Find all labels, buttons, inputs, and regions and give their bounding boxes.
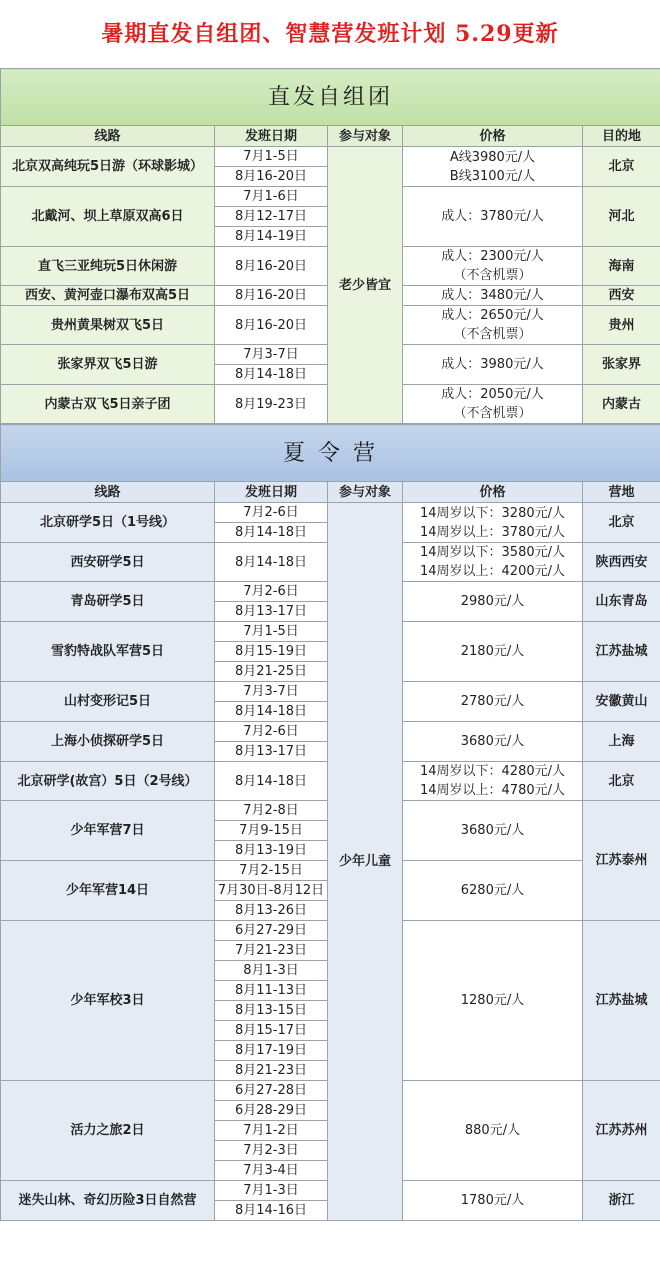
price-cell — [403, 286, 583, 306]
departure-date: 8月19-23日 — [215, 385, 328, 424]
price-cell — [403, 1081, 583, 1181]
price-cell — [403, 682, 583, 722]
price-line: 880元/人 — [464, 1123, 521, 1138]
departure-date: 8月14-16日 — [215, 1201, 328, 1221]
departure-date: 7月3-4日 — [215, 1161, 328, 1181]
departure-date: 8月13-17日 — [215, 742, 328, 762]
departure-date: 8月15-19日 — [215, 642, 328, 662]
price-cell — [403, 582, 583, 622]
departure-date: 6月28-29日 — [215, 1101, 328, 1121]
price-line: 6280元/人 — [460, 883, 525, 898]
price-line: （不含机票） — [453, 268, 532, 283]
departure-date: 7月2-15日 — [215, 861, 328, 881]
departure-date: 7月2-8日 — [215, 801, 328, 821]
route-name: 上海小侦探研学5日 — [1, 722, 215, 762]
route-name: 西安研学5日 — [1, 543, 215, 582]
summer-camp-table — [0, 424, 660, 1221]
price-line: （不含机票） — [453, 327, 532, 342]
price-line: 3680元/人 — [460, 734, 525, 749]
destination: 山东青岛 — [583, 582, 660, 622]
price-line: 14周岁以下：3280元/人 — [419, 505, 565, 521]
price-line: 14周岁以上：4200元/人 — [419, 564, 565, 579]
destination: 北京 — [583, 147, 660, 187]
departure-date: 8月14-18日 — [215, 365, 328, 385]
price-cell — [403, 1181, 583, 1221]
price-line: 3680元/人 — [460, 823, 525, 838]
departure-date: 8月21-25日 — [215, 662, 328, 682]
price-line: B线3100元/人 — [449, 168, 536, 184]
departure-date: 8月14-18日 — [215, 543, 328, 582]
group-tour-table — [0, 68, 660, 424]
price-line: 14周岁以下：3580元/人 — [419, 545, 565, 560]
departure-date: 7月21-23日 — [215, 941, 328, 961]
price-line: 2780元/人 — [460, 694, 525, 709]
departure-date: 8月14-19日 — [215, 227, 328, 247]
column-header: 发班日期 — [215, 482, 328, 503]
price-cell — [403, 722, 583, 762]
price-cell — [403, 861, 583, 921]
destination: 江苏泰州 — [583, 801, 660, 921]
page-title: 暑期直发自组团、智慧营发班计划 5.29更新 — [101, 21, 559, 47]
destination: 江苏苏州 — [583, 1081, 660, 1181]
route-name: 活力之旅2日 — [1, 1081, 215, 1181]
price-line: 14周岁以下：4280元/人 — [419, 764, 565, 779]
price-line: 成人：2650元/人 — [441, 308, 544, 323]
destination: 安徽黄山 — [583, 682, 660, 722]
destination: 河北 — [583, 187, 660, 247]
column-header: 价格 — [403, 482, 583, 503]
route-name: 山村变形记5日 — [1, 682, 215, 722]
price-line: A线3980元/人 — [449, 149, 536, 165]
price-cell — [403, 921, 583, 1081]
route-name: 少年军校3日 — [1, 921, 215, 1081]
column-header: 线路 — [1, 126, 215, 147]
route-name: 西安、黄河壶口瀑布双高5日 — [1, 286, 215, 306]
departure-date: 8月15-17日 — [215, 1021, 328, 1041]
header-row — [1, 126, 660, 147]
departure-date: 6月27-29日 — [215, 921, 328, 941]
destination: 内蒙古 — [583, 385, 660, 424]
destination: 北京 — [583, 762, 660, 801]
price-line: 1780元/人 — [460, 1193, 525, 1208]
departure-date: 7月2-6日 — [215, 503, 328, 523]
departure-date: 8月16-20日 — [215, 286, 328, 306]
route-name: 张家界双飞5日游 — [1, 345, 215, 385]
destination: 江苏盐城 — [583, 921, 660, 1081]
price-line: （不含机票） — [453, 406, 532, 421]
route-name: 少年军营7日 — [1, 801, 215, 861]
route-name: 北戴河、坝上草原双高6日 — [1, 187, 215, 247]
departure-date: 7月2-6日 — [215, 722, 328, 742]
price-cell — [403, 187, 583, 247]
table-row — [1, 147, 660, 167]
destination: 上海 — [583, 722, 660, 762]
price-cell — [403, 385, 583, 424]
section-banner: 直发自组团 — [1, 69, 660, 126]
route-name: 直飞三亚纯玩5日休闲游 — [1, 247, 215, 286]
destination: 西安 — [583, 286, 660, 306]
column-header: 参与对象 — [328, 126, 403, 147]
departure-date: 8月16-20日 — [215, 247, 328, 286]
departure-date: 8月21-23日 — [215, 1061, 328, 1081]
departure-date: 8月14-18日 — [215, 523, 328, 543]
price-line: 1280元/人 — [460, 993, 525, 1008]
departure-date: 7月2-6日 — [215, 582, 328, 602]
section-banner-row — [1, 425, 660, 482]
route-name: 贵州黄果树双飞5日 — [1, 306, 215, 345]
destination: 北京 — [583, 503, 660, 543]
price-cell — [403, 503, 583, 543]
departure-date: 8月13-19日 — [215, 841, 328, 861]
header-row — [1, 482, 660, 503]
price-line: 14周岁以上：4780元/人 — [419, 783, 565, 798]
departure-date: 8月14-18日 — [215, 762, 328, 801]
section-banner-row — [1, 69, 660, 126]
departure-date: 7月30日-8月12日 — [215, 881, 328, 901]
audience: 老少皆宜 — [328, 147, 403, 424]
price-cell — [403, 306, 583, 345]
route-name: 北京研学(故宫）5日（2号线） — [1, 762, 215, 801]
route-name: 雪豹特战队军营5日 — [1, 622, 215, 682]
departure-date: 8月13-15日 — [215, 1001, 328, 1021]
price-cell — [403, 345, 583, 385]
departure-date: 7月9-15日 — [215, 821, 328, 841]
departure-date: 7月1-3日 — [215, 1181, 328, 1201]
departure-date: 7月2-3日 — [215, 1141, 328, 1161]
price-line: 14周岁以上：3780元/人 — [419, 524, 565, 540]
price-line: 成人：3980元/人 — [441, 357, 544, 372]
departure-date: 8月12-17日 — [215, 207, 328, 227]
audience: 少年儿童 — [328, 503, 403, 1221]
column-header: 价格 — [403, 126, 583, 147]
price-cell — [403, 543, 583, 582]
departure-date: 7月1-2日 — [215, 1121, 328, 1141]
destination: 张家界 — [583, 345, 660, 385]
price-cell — [403, 147, 583, 187]
price-cell — [403, 247, 583, 286]
route-name: 北京双高纯玩5日游（环球影城） — [1, 147, 215, 187]
departure-date: 8月13-26日 — [215, 901, 328, 921]
table-row — [1, 503, 660, 523]
route-name: 北京研学5日（1号线） — [1, 503, 215, 543]
price-line: 成人：2050元/人 — [441, 387, 544, 402]
departure-date: 8月16-20日 — [215, 306, 328, 345]
price-line: 2180元/人 — [460, 644, 525, 659]
departure-date: 8月13-17日 — [215, 602, 328, 622]
departure-date: 7月1-5日 — [215, 622, 328, 642]
destination: 陕西西安 — [583, 543, 660, 582]
column-header: 线路 — [1, 482, 215, 503]
price-line: 2980元/人 — [460, 594, 525, 609]
route-name: 少年军营14日 — [1, 861, 215, 921]
section-banner: 夏 令 营 — [1, 425, 660, 482]
destination: 江苏盐城 — [583, 622, 660, 682]
departure-date: 7月1-6日 — [215, 187, 328, 207]
column-header: 营地 — [583, 482, 660, 503]
route-name: 青岛研学5日 — [1, 582, 215, 622]
price-cell — [403, 622, 583, 682]
departure-date: 7月3-7日 — [215, 345, 328, 365]
column-header: 参与对象 — [328, 482, 403, 503]
price-line: 成人：2300元/人 — [441, 249, 544, 264]
route-name: 内蒙古双飞5日亲子团 — [1, 385, 215, 424]
column-header: 发班日期 — [215, 126, 328, 147]
price-line: 成人：3480元/人 — [441, 288, 544, 303]
departure-date: 8月1-3日 — [215, 961, 328, 981]
departure-date: 7月1-5日 — [215, 147, 328, 167]
departure-date: 8月16-20日 — [215, 167, 328, 187]
price-cell — [403, 801, 583, 861]
destination: 贵州 — [583, 306, 660, 345]
destination: 浙江 — [583, 1181, 660, 1221]
departure-date: 7月3-7日 — [215, 682, 328, 702]
column-header: 目的地 — [583, 126, 660, 147]
departure-date: 8月11-13日 — [215, 981, 328, 1001]
departure-date: 6月27-28日 — [215, 1081, 328, 1101]
price-cell — [403, 762, 583, 801]
departure-date: 8月17-19日 — [215, 1041, 328, 1061]
departure-date: 8月14-18日 — [215, 702, 328, 722]
route-name: 迷失山林、奇幻历险3日自然营 — [1, 1181, 215, 1221]
destination: 海南 — [583, 247, 660, 286]
price-line: 成人：3780元/人 — [441, 209, 544, 224]
